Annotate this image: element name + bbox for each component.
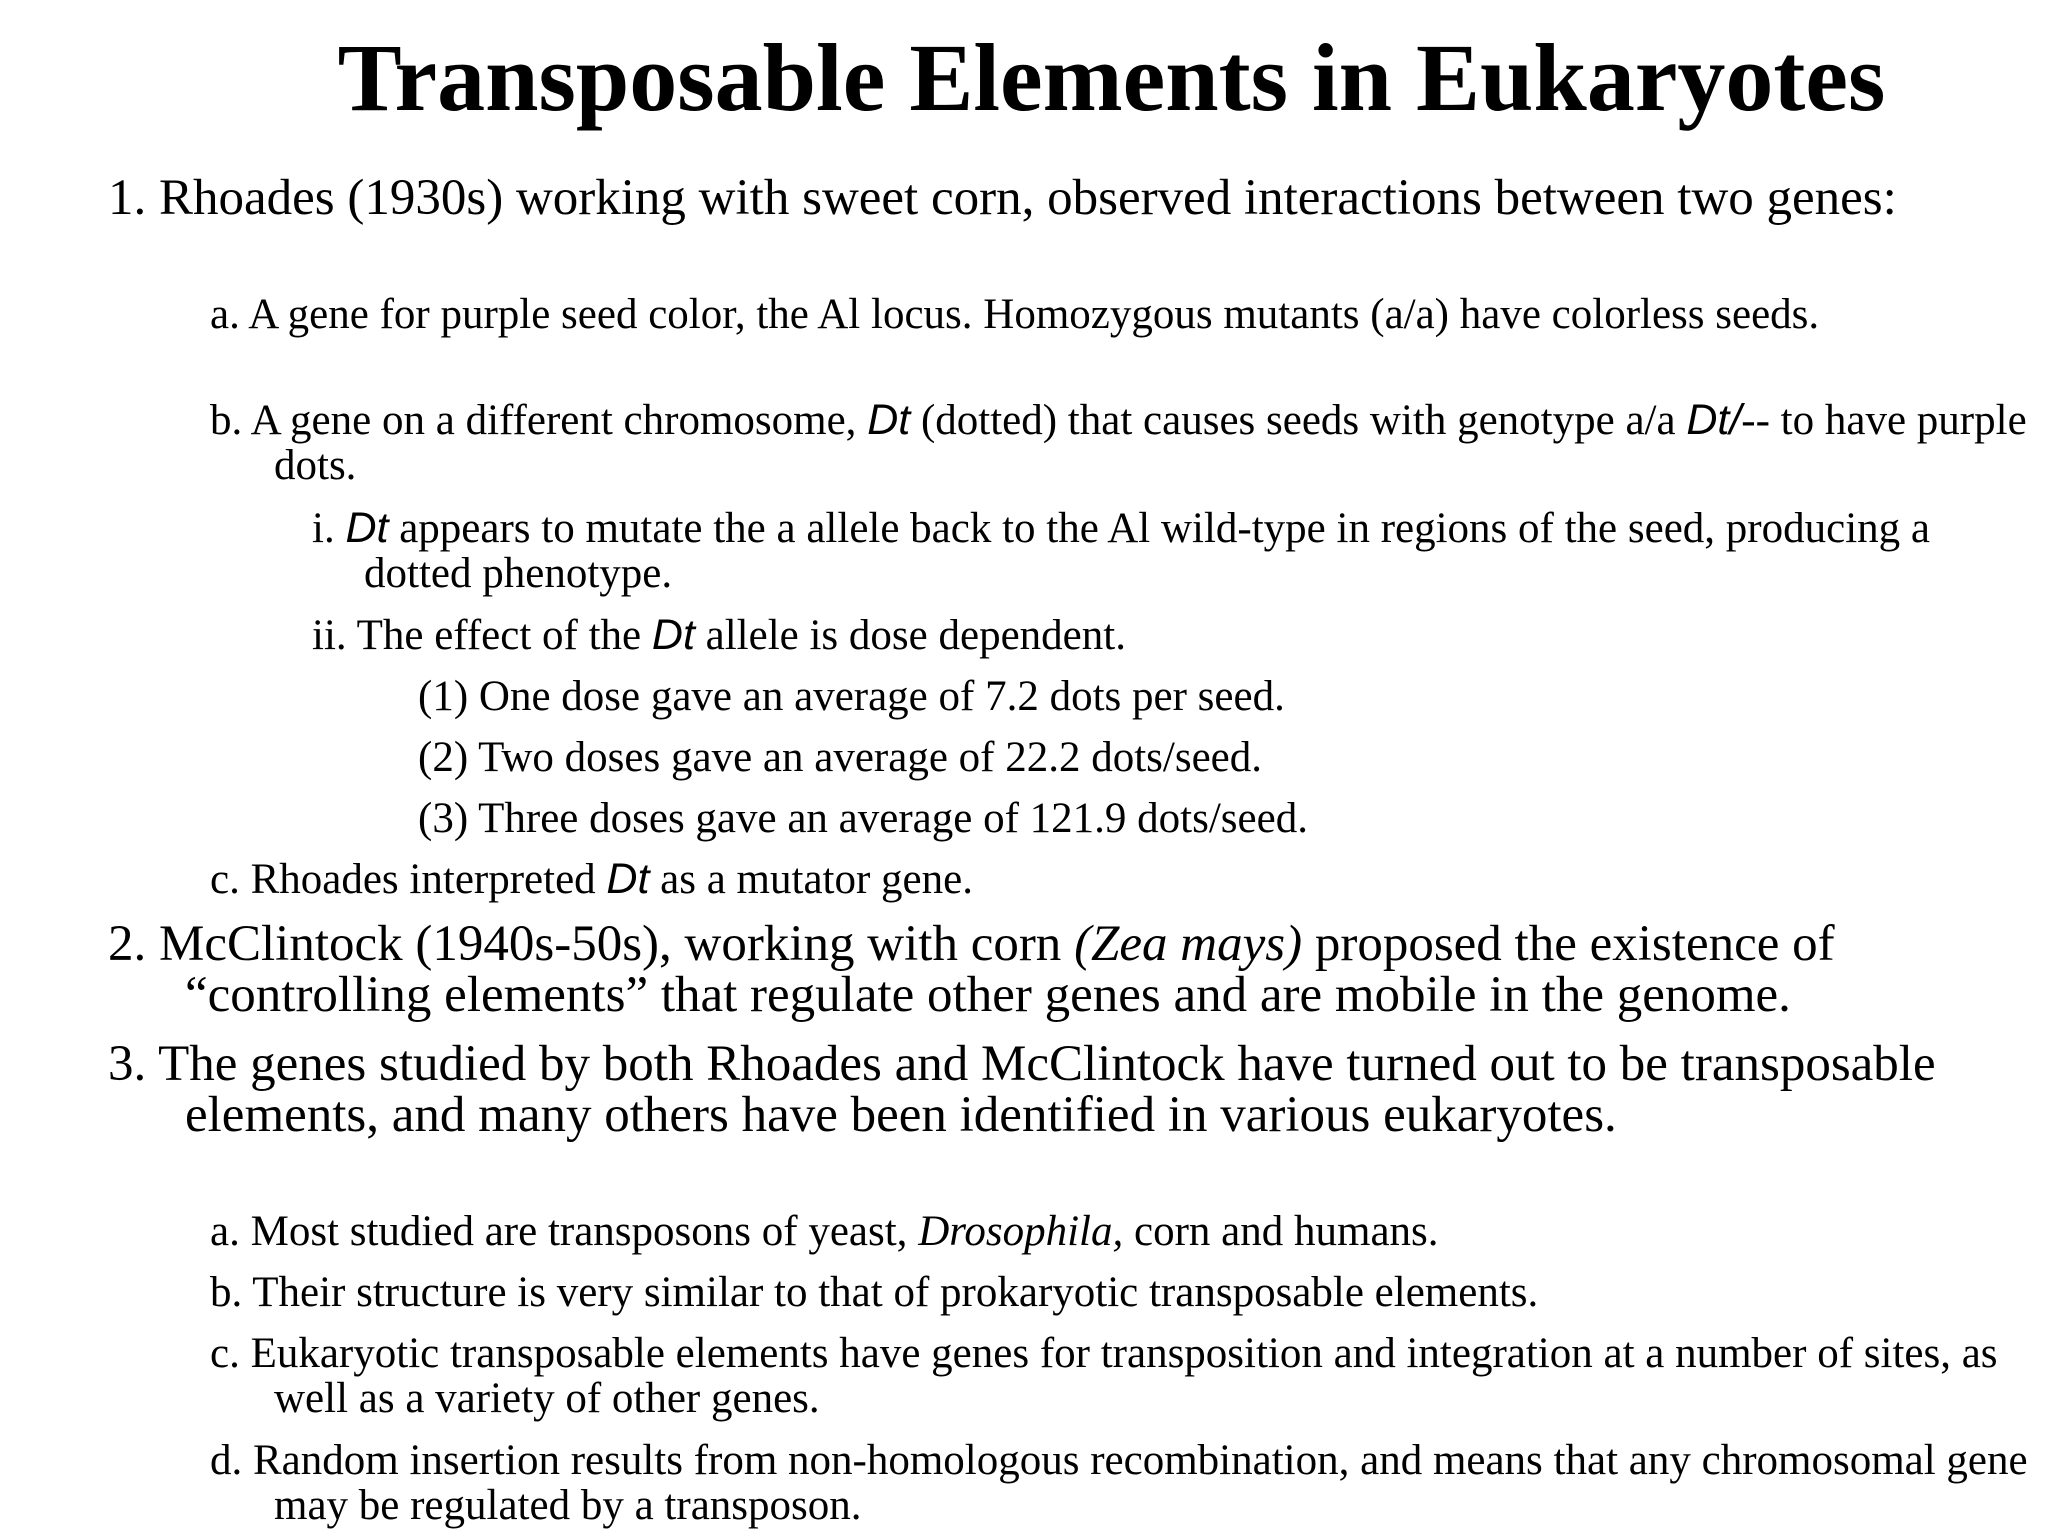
- dose-item-3: (3) Three doses gave an average of 121.9 dots/seed.: [418, 795, 1308, 842]
- item-text: ii. The effect of the: [312, 612, 652, 659]
- item-text: -- to have purple dots.: [274, 397, 2027, 489]
- outline-item-1b-i: [312, 506, 2044, 596]
- gene-symbol: Dt: [651, 611, 695, 659]
- outline-item-1c: [210, 857, 2044, 902]
- item-text: i.: [312, 505, 346, 552]
- outline-item-3: 3. The genes studied by both Rhoades and McClintock have turned out to be transposable elements, and many others have been identified in various eukaryotes.: [108, 1036, 1936, 1143]
- outline-item-3a: [210, 1209, 2044, 1254]
- slide-title: Transposable Elements in Eukaryotes: [337, 24, 1886, 131]
- gene-symbol: Dt: [606, 855, 650, 903]
- item-text: (dotted) that causes seeds with genotype a/a: [910, 397, 1687, 444]
- item-text: 2. McClintock (1940s-50s), working with corn: [108, 916, 1075, 972]
- item-text: allele is dose dependent.: [694, 612, 1126, 659]
- item-text: proposed the existence of “controlling elements” that regulate other genes and are mobile in the genome.: [185, 916, 1835, 1023]
- outline-item-1b: [210, 398, 2044, 488]
- gene-symbol: Dt: [867, 396, 911, 444]
- species-name: Drosophila,: [918, 1208, 1124, 1255]
- outline-item-3d: d. Random insertion results from non-homologous recombination, and means that any chromosomal gene may be regulated by a transposon.: [210, 1437, 2028, 1529]
- item-text: corn and humans.: [1123, 1208, 1439, 1255]
- outline-item-1a: a. A gene for purple seed color, the Al locus. Homozygous mutants (a/a) have colorless seeds.: [210, 291, 1820, 338]
- outline-item-1b-ii: [312, 613, 2044, 658]
- item-text: a. Most studied are transposons of yeast,: [210, 1208, 919, 1255]
- outline-item-3b: b. Their structure is very similar to that of prokaryotic transposable elements.: [210, 1269, 1539, 1316]
- item-text: b. A gene on a different chromosome,: [210, 397, 868, 444]
- item-text: appears to mutate the a allele back to the Al wild-type in regions of the seed, producing a dotted phenotype.: [364, 505, 1930, 597]
- item-text: c. Rhoades interpreted: [210, 856, 607, 903]
- species-name: (Zea mays): [1074, 916, 1303, 972]
- item-text: as a mutator gene.: [649, 856, 973, 903]
- outline-item-3c: c. Eukaryotic transposable elements have genes for transposition and integration at a number of sites, as well as a variety of other genes.: [210, 1330, 1998, 1422]
- dose-item-1: (1) One dose gave an average of 7.2 dots per seed.: [418, 673, 1285, 720]
- outline-item-2: [108, 916, 2048, 1023]
- gene-symbol: Dt/: [1686, 396, 1742, 444]
- gene-symbol: Dt: [345, 504, 389, 552]
- dose-item-2: (2) Two doses gave an average of 22.2 dots/seed.: [418, 734, 1263, 781]
- outline-item-1: 1. Rhoades (1930s) working with sweet corn, observed interactions between two genes:: [108, 170, 1897, 226]
